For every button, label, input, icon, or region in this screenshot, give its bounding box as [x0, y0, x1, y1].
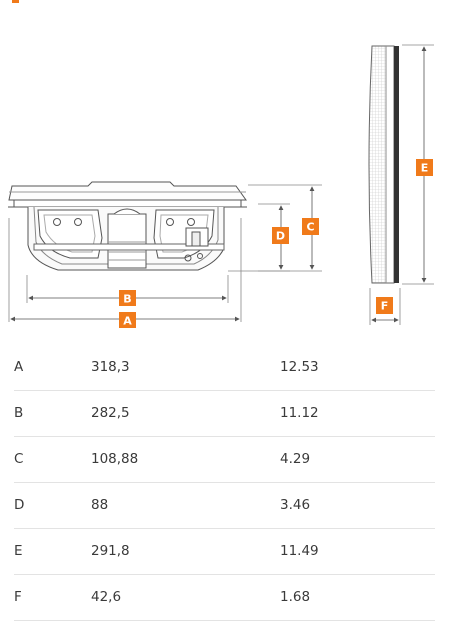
row-label: A: [14, 359, 24, 375]
value-mm: 318,3: [91, 359, 130, 375]
label-d: D: [275, 229, 286, 243]
value-mm: 108,88: [91, 451, 139, 467]
row-label: E: [14, 543, 23, 559]
value-mm: 282,5: [91, 405, 130, 421]
value-mm: 42,6: [91, 589, 122, 605]
value-inch: 1.68: [280, 589, 311, 605]
table-row: [14, 528, 435, 575]
dimension-d: [258, 204, 290, 271]
label-a: A: [123, 314, 132, 328]
label-b: B: [123, 292, 132, 306]
dimension-f: [370, 288, 400, 325]
speaker-side-view: [369, 46, 399, 283]
value-inch: 4.29: [280, 451, 311, 467]
value-inch: 3.46: [280, 497, 311, 513]
value-inch: 11.49: [280, 543, 319, 559]
row-label: C: [14, 451, 24, 467]
dimension-e: [402, 45, 434, 284]
row-label: D: [14, 497, 25, 513]
label-f: F: [380, 299, 389, 313]
table-row: [14, 574, 435, 621]
dimension-b: [27, 275, 228, 306]
table-row: [14, 482, 435, 529]
value-mm: 291,8: [91, 543, 130, 559]
speaker-front-view: [8, 182, 247, 270]
row-label: B: [14, 405, 24, 421]
table-row: [14, 436, 435, 483]
label-e: E: [420, 161, 429, 175]
row-label: F: [14, 589, 22, 605]
label-c: C: [306, 220, 315, 234]
value-inch: 12.53: [280, 359, 319, 375]
value-mm: 88: [91, 497, 109, 513]
table-row: [14, 344, 435, 391]
table-row: [14, 390, 435, 437]
value-inch: 11.12: [280, 405, 319, 421]
